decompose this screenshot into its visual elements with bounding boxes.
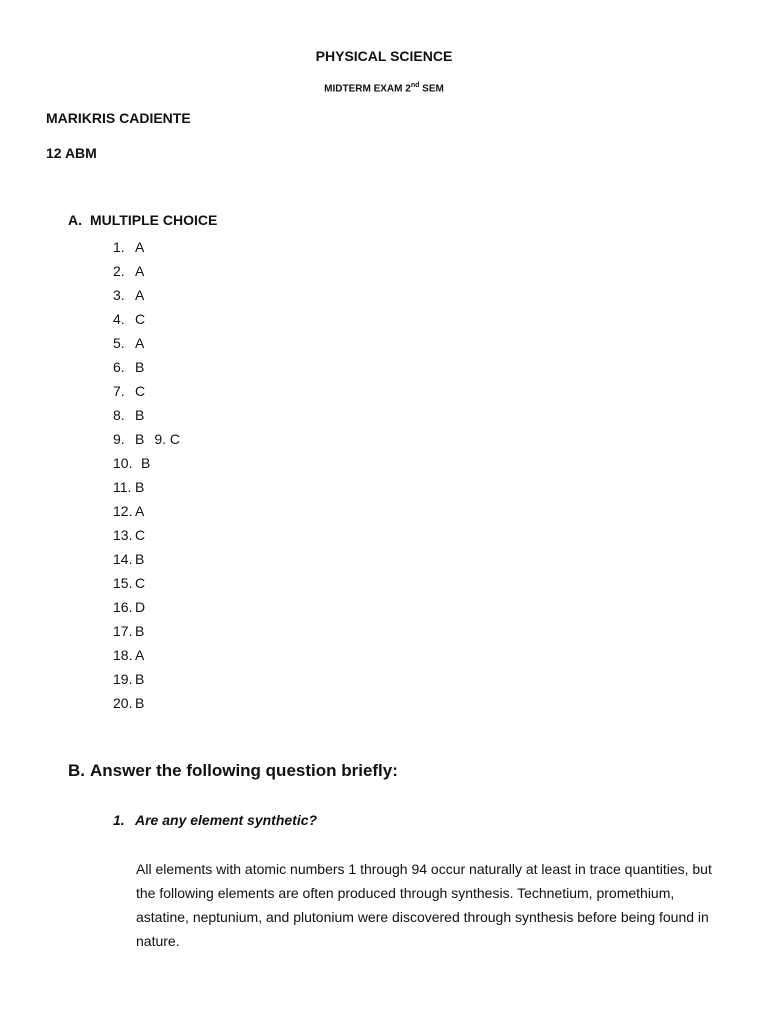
item-answer: B <box>135 695 145 711</box>
item-number: 15. <box>113 575 133 591</box>
list-item <box>113 355 180 379</box>
list-item <box>113 283 180 307</box>
item-number: 19. <box>113 671 133 687</box>
item-answer: B <box>135 407 145 423</box>
item-number: 10. <box>113 455 133 471</box>
item-number: 16. <box>113 599 133 615</box>
item-number: 2. <box>113 263 125 279</box>
item-number: 14. <box>113 551 133 567</box>
list-item <box>113 523 180 547</box>
section-a-letter: A. <box>68 212 82 228</box>
section-b-letter: B. <box>68 761 85 780</box>
item-number: 3. <box>113 287 125 303</box>
item-answer: B <box>135 359 145 375</box>
list-item <box>113 475 180 499</box>
item-number: 17. <box>113 623 133 639</box>
item-number: 8. <box>113 407 125 423</box>
list-item <box>113 451 180 475</box>
list-item <box>113 331 180 355</box>
list-item <box>113 571 180 595</box>
list-item <box>113 499 180 523</box>
section-b-title: Answer the following question briefly: <box>90 761 398 780</box>
item-answer: A <box>135 287 145 303</box>
list-item <box>113 643 180 667</box>
section-a-title: MULTIPLE CHOICE <box>90 212 218 228</box>
item-answer: D <box>135 599 146 615</box>
section-b-heading <box>68 761 398 781</box>
answer-list <box>113 235 180 715</box>
item-answer: A <box>135 647 145 663</box>
item-number: 7. <box>113 383 125 399</box>
item-alt-answer: 9. C <box>154 431 181 447</box>
subtitle-main: MIDTERM EXAM 2 <box>324 83 411 95</box>
list-item <box>113 619 180 643</box>
student-name: MARIKRIS CADIENTE <box>46 110 191 126</box>
item-number: 11. <box>113 479 132 495</box>
list-item <box>113 259 180 283</box>
item-number: 1. <box>113 239 125 255</box>
item-number: 5. <box>113 335 125 351</box>
item-number: 20. <box>113 695 133 711</box>
item-answer: B <box>135 623 145 639</box>
list-item <box>113 691 180 715</box>
item-answer: C <box>135 383 146 399</box>
list-item <box>113 235 180 259</box>
item-answer: C <box>135 311 146 327</box>
exam-subtitle <box>0 82 768 94</box>
subtitle-superscript: nd <box>410 82 420 89</box>
item-number: 6. <box>113 359 125 375</box>
item-number: 12. <box>113 503 133 519</box>
item-answer: A <box>135 239 145 255</box>
item-number: 4. <box>113 311 125 327</box>
question-text: Are any element synthetic? <box>135 812 318 828</box>
list-item <box>113 427 180 451</box>
list-item <box>113 403 180 427</box>
item-answer: B <box>135 551 145 567</box>
list-item <box>113 547 180 571</box>
item-number: 13. <box>113 527 133 543</box>
question-1 <box>113 812 317 828</box>
item-answer: A <box>135 263 145 279</box>
item-answer: C <box>135 575 146 591</box>
list-item <box>113 595 180 619</box>
item-answer: A <box>135 335 145 351</box>
item-number: 9. <box>113 431 125 447</box>
item-answer: A <box>135 503 145 519</box>
item-answer: B <box>141 455 151 471</box>
list-item <box>113 307 180 331</box>
grade-section: 12 ABM <box>46 145 97 161</box>
item-answer: B <box>135 479 145 495</box>
answer-paragraph: All elements with atomic numbers 1 through 94 occur naturally at least in trace quantities, but the following elements are often produced through synthesis. Technetium, promethium, astatine, neptunium, and plutonium were discovered through synthesis before being found in nature. <box>136 861 712 949</box>
question-number: 1. <box>113 812 125 828</box>
list-item <box>113 667 180 691</box>
item-answer: C <box>135 527 146 543</box>
page-title: PHYSICAL SCIENCE <box>315 48 453 64</box>
list-item <box>113 379 180 403</box>
section-a-heading <box>68 212 217 228</box>
subtitle-end: SEM <box>419 83 444 95</box>
item-answer: B <box>135 671 145 687</box>
item-answer: B <box>135 431 145 447</box>
item-number: 18. <box>113 647 133 663</box>
